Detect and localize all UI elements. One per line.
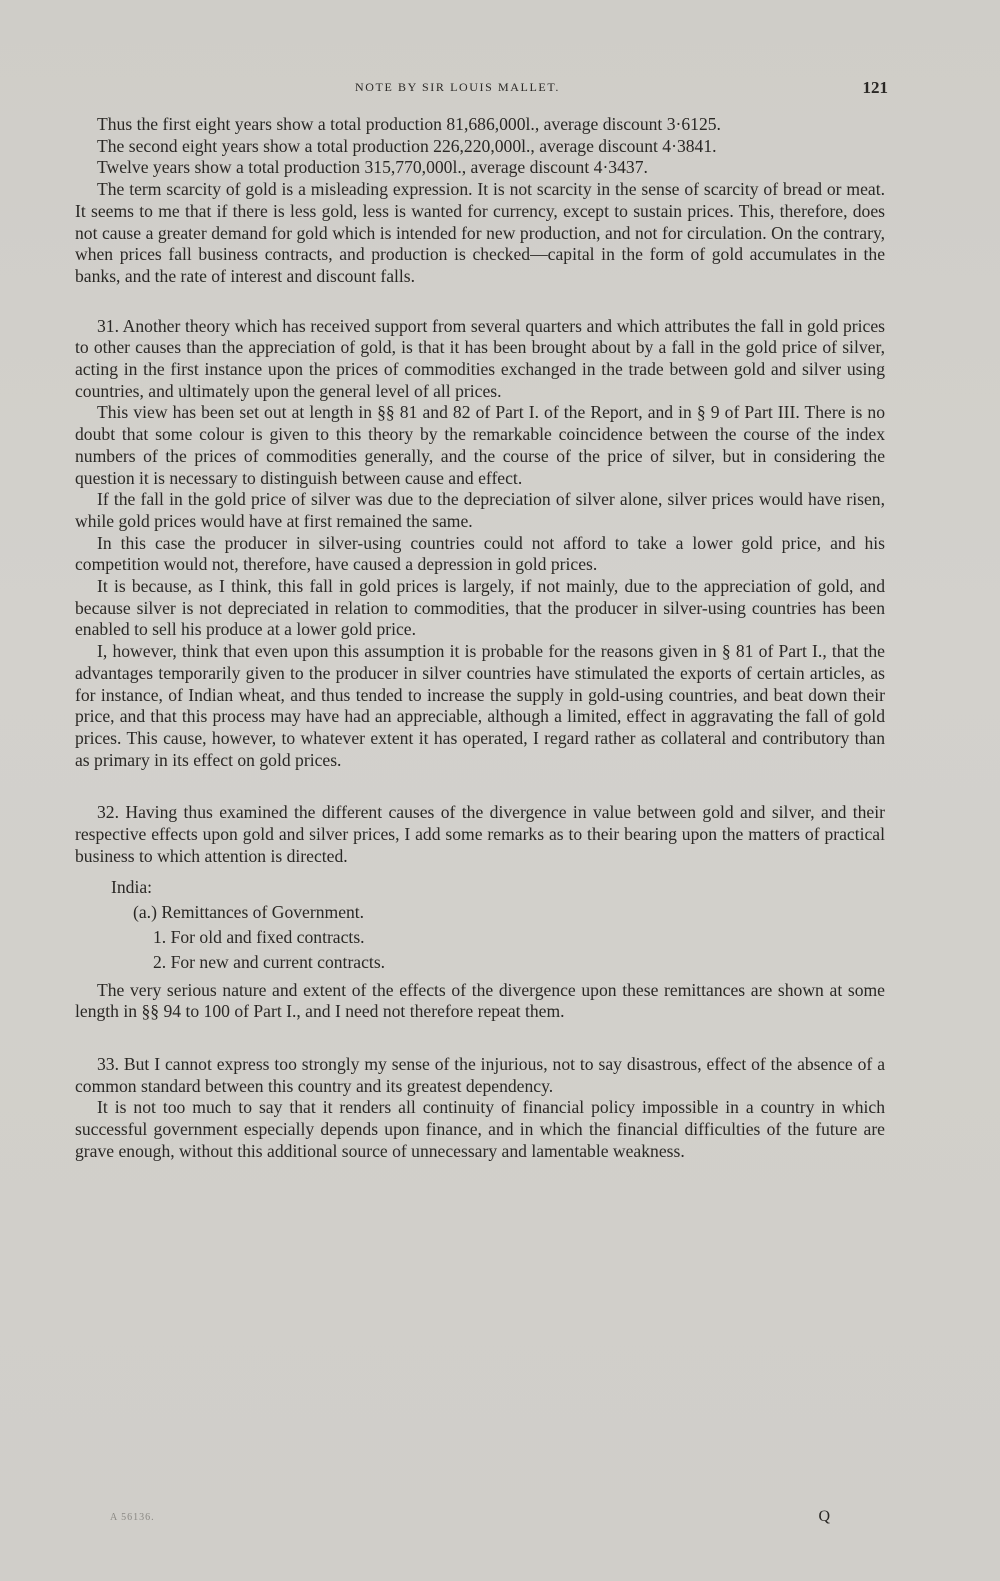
section-33-paragraph: It is not too much to say that it renders all continuity of financial policy impossible in a country in which successful government especially depends upon finance, and in which the financial difficulties of the future are grave enough, without this additional source of unnecessary and lamentable weakness. <box>75 1097 885 1161</box>
running-head <box>0 80 1000 102</box>
section-33-paragraph: 33. But I cannot express too strongly my sense of the injurious, not to say disastrous, effect of the absence of a common standard between this country and its greatest dependency. <box>75 1053 885 1096</box>
body-text <box>75 114 885 1162</box>
section-31-paragraph: It is because, as I think, this fall in gold prices is largely, if not mainly, due to the appreciation of gold, and because silver is not depreciated in relation to commodities, that the producer in silver-using countries has been enabled to sell his produce at a lower gold price. <box>75 576 885 640</box>
printer-mark: A 56136. <box>110 1512 155 1523</box>
list-item: 1. For old and fixed contracts. <box>153 926 365 947</box>
section-32-paragraph: The very serious nature and extent of the effects of the divergence upon these remittances are shown at some length in §§ 94 to 100 of Part I., and I need not therefore repeat them. <box>75 979 885 1022</box>
section-31-paragraph: I, however, think that even upon this assumption it is probable for the reasons given in § 81 of Part I., that the advantages temporarily given to the producer in silver countries have stimulated the exports of certain articles, as for instance, of Indian wheat, and thus tended to increase the supply in gold-using countries, and beat down their price, and that this process may have had an appreciable, although a limited, effect in aggravating the fall of gold prices. This cause, however, to whatever extent it has operated, I regard rather as collateral and contributory than as primary in its effect on gold prices. <box>75 641 885 770</box>
signature-letter: Q <box>818 1508 830 1525</box>
section-31-paragraph: If the fall in the gold price of silver was due to the depreciation of silver alone, silver prices would have risen, while gold prices would have at first remained the same. <box>75 489 885 531</box>
paragraph: The second eight years show a total production 226,220,000l., average discount 4·3841. <box>97 135 717 156</box>
paragraph: The term scarcity of gold is a misleading expression. It is not scarcity in the sense of scarcity of bread or meat. It seems to me that if there is less gold, less is wanted for currency, except to sustain prices. This, therefore, does not cause a greater demand for gold which is intended for new production, and not for circulation. On the contrary, when prices fall business contracts, and production is checked—capital in the form of gold accumulates in the banks, and the rate of interest and discount falls. <box>75 179 885 286</box>
section-31-paragraph: 31. Another theory which has received support from several quarters and which attributes the fall in gold prices to other causes than the appreciation of gold, is that it has been brought about by a fall in the gold price of silver, acting in the first instance upon the prices of commodities exchanged in the trade between gold and silver using countries, and ultimately upon the general level of all prices. <box>75 315 885 401</box>
running-title: NOTE BY SIR LOUIS MALLET. <box>355 80 560 94</box>
paragraph: Twelve years show a total production 315,770,000l., average discount 4·3437. <box>97 157 648 178</box>
remittances-list <box>75 875 885 975</box>
page-number: 121 <box>862 78 888 97</box>
list-item: 2. For new and current contracts. <box>153 951 386 972</box>
paragraph: Thus the first eight years show a total production 81,686,000l., average discount 3·6125. <box>97 114 721 134</box>
list-heading: India: <box>111 876 153 897</box>
list-item: (a.) Remittances of Government. <box>133 901 365 922</box>
section-31-paragraph: In this case the producer in silver-using countries could not afford to take a lower gold price, and his competition would not, therefore, have caused a depression in gold prices. <box>75 532 885 575</box>
section-31-paragraph: This view has been set out at length in §§ 81 and 82 of Part I. of the Report, and in § 9 of Part III. There is no doubt that some colour is given to this theory by the remarkable coincidence between the course of the index numbers of the prices of commodities generally, and the course of the price of silver, but in considering the question it is necessary to distinguish between cause and effect. <box>75 402 885 488</box>
section-32-intro: 32. Having thus examined the different causes of the divergence in value between gold and silver, and their respective effects upon gold and silver prices, I add some remarks as to their bearing upon the matters of practical business to which attention is directed. <box>75 802 885 866</box>
